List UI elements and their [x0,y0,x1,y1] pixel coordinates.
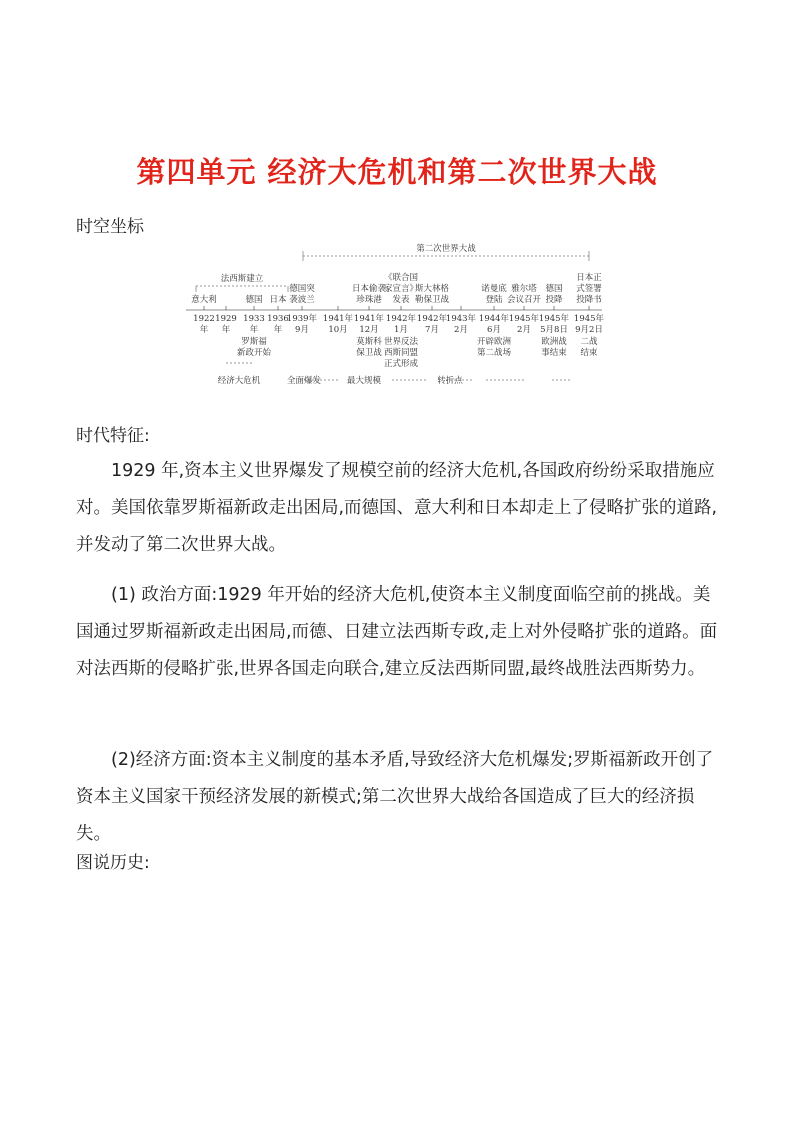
timeline-event-above: 意大利 [191,295,217,305]
timeline-tick-date: 7月 [425,325,439,335]
section-label-pictures: 图说历史: [76,853,150,873]
page-title: 第四单元 经济大危机和第二次世界大战 [136,155,658,189]
timeline-tick-date: 2月 [454,325,468,335]
timeline-diagram [186,240,606,402]
timeline-event-above: 日本 [269,295,287,305]
timeline-event-below: 正式形成 [383,359,419,369]
timeline-tick-date: 10月 [328,325,348,335]
paragraph-economy: (2)经济方面:资本主义制度的基本矛盾,导致经济大危机爆发;罗斯福新政开创了资本主义国家干预经济发展的新模式;第二次世界大战给各国造成了巨大的经济损失。 [76,750,714,844]
timeline-event-above: 日本正 [576,273,602,283]
phase-largest-scale: 最大规模 [346,376,382,386]
timeline-event-below: 莫斯科 [356,337,382,347]
timeline-event-above: 家宣言》 [383,284,419,294]
timeline-tick-date: 1月 [394,325,408,335]
timeline-event-above: 诺曼底 [481,284,507,294]
timeline-tick-year: 1936 [267,314,289,324]
timeline-event-below: 罗斯福 [241,337,267,347]
timeline-event-below: 保卫战 [356,348,382,358]
timeline-event-below: 开辟欧洲 [476,337,512,347]
timeline-event-below: 结束 [580,348,598,358]
timeline-event-above: 发表 [392,295,410,305]
timeline-tick-year: 1942年 [416,314,448,324]
timeline-ticks [191,272,604,369]
timeline-tick-year: 1944年 [478,314,510,324]
timeline-tick-year: 1941年 [322,314,354,324]
timeline-tick-date: 6月 [487,325,501,335]
timeline-event-above: 德国突 [289,284,315,294]
timeline-tick-date: 2月 [517,325,531,335]
timeline-tick-date: 12月 [359,325,379,335]
timeline-event-above: 德国 [545,284,563,294]
timeline-tick-year: 1945年 [508,314,540,324]
paragraph-politics: (1) 政治方面:1929 年开始的经济大危机,使资本主义制度面临空前的挑战。美国通过罗斯福新政走出困局,而德、日建立法西斯专政,走上对外侵略扩张的道路。面对法西斯的侵略扩张,世界各国走向联合,建立反法西斯同盟,最终战胜法西斯势力。 [76,585,718,679]
paragraph-intro: 1929 年,资本主义世界爆发了规模空前的经济大危机,各国政府纷纷采取措施应对。美国依靠罗斯福新政走出困局,而德国、意大利和日本却走上了侵略扩张的道路,并发动了第二次世界大战。 [76,461,718,555]
timeline-event-below: 西斯同盟 [383,348,419,358]
timeline-event-below: 世界反法 [383,337,419,347]
timeline-tick-date: 年 [199,325,209,335]
timeline-tick-year: 1945年 [573,314,605,324]
timeline-event-above: 登陆 [485,295,503,305]
timeline-tick-year: 1941年 [353,314,385,324]
timeline-event-below: 新政开始 [236,348,272,358]
timeline-event-above: 雅尔塔 [511,284,537,294]
timeline-event-below: 二战 [580,337,598,347]
phase-full-outbreak: 全面爆发 [286,376,322,386]
timeline-event-above: 袭波兰 [289,295,315,305]
section-label-features: 时代特征: [76,426,150,446]
timeline-tick-date: 年 [249,325,259,335]
timeline-event-above: 《联合国 [383,273,419,283]
timeline-event-above: 投降 [545,295,563,305]
timeline-tick-year: 1945年 [538,314,570,324]
timeline-event-above: 德国 [245,295,263,305]
timeline-tick-year: 1929 [215,314,237,324]
timeline-tick-year: 1922 [193,314,215,324]
timeline-event-below: 事结束 [541,348,567,358]
timeline-event-above: 勒保卫战 [414,295,450,305]
timeline-event-above: 式签署 [576,284,602,294]
timeline-tick-year: 1942年 [385,314,417,324]
timeline-event-above: 日本偷袭 [351,284,387,294]
timeline-event-below: 第二战场 [476,348,512,358]
timeline-event-above: 投降书 [576,295,602,305]
timeline-tick-date: 5月8日 [540,325,568,335]
fascism-label: 法西斯建立 [220,274,264,284]
phase-turning-point: 转折点 [437,376,463,386]
section-label-timeline: 时空坐标 [76,217,144,237]
timeline-event-above: 斯大林格 [414,284,450,294]
timeline-tick-date: 9月 [295,325,309,335]
phase-crisis: 经济大危机 [217,376,261,386]
timeline-tick-year: 1939年 [286,314,318,324]
timeline-event-above: 珍珠港 [356,295,382,305]
timeline-event-below: 欧洲战 [541,337,567,347]
timeline-tick-year: 1943年 [445,314,477,324]
timeline-tick-year: 1933 [243,314,265,324]
timeline-event-above: 会议召开 [506,295,542,305]
timeline-tick-date: 9月2日 [575,325,603,335]
ww2-label: 第二次世界大战 [416,244,476,254]
timeline-tick-date: 年 [273,325,283,335]
timeline-tick-date: 年 [221,325,231,335]
